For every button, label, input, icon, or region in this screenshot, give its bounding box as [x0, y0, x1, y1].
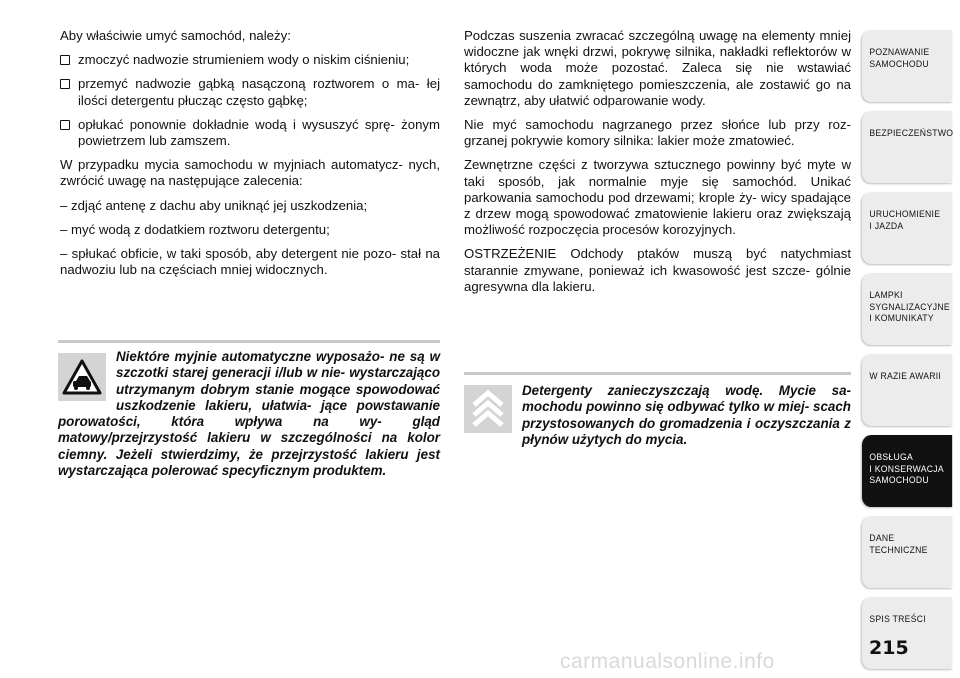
checkbox-bullet-icon: [60, 79, 70, 89]
tab-label-line: I KONSERWACJA: [869, 462, 944, 474]
note-divider: [464, 372, 851, 375]
chapter-tab[interactable]: [862, 516, 952, 588]
chapter-tabs: [862, 30, 960, 678]
tab-label-line: W RAZIE AWARII: [869, 370, 942, 381]
tab-label-line: SAMOCHODU: [869, 474, 929, 485]
tab-label-line: SPIS TREŚCI: [869, 613, 926, 624]
chapter-tab[interactable]: [862, 30, 952, 102]
paragraph: W przypadku mycia samochodu w myjniach automatycz- nych, zwrócić uwagę na następujące zalecenia:: [60, 157, 440, 189]
chapter-tab[interactable]: [862, 111, 952, 183]
tab-label-line: BEZPIECZEŃSTWO: [869, 127, 954, 138]
intro-text: Aby właściwie umyć samochód, należy:: [60, 28, 291, 43]
tab-label-line: LAMPKI: [869, 289, 903, 300]
tab-label-line: DANE: [869, 532, 895, 543]
paragraph: Zewnętrzne części z tworzywa sztucznego powinny być myte w taki sposób, jak normalnie myje się samochód. Unikać parkowania samochodu pod drzewami; krople ży- wicy spadające z drzew mogą spowodować zmatowienie lakieru oraz zwiększają możliwość rozpoczęcia procesów korozyjnych.: [464, 157, 851, 238]
environment-note: [464, 383, 851, 448]
tab-label-line: I KOMUNIKATY: [869, 312, 934, 323]
left-column: [60, 28, 440, 286]
watermark: carmanualsonline.info: [560, 650, 775, 673]
checkbox-bullet-icon: [60, 120, 70, 130]
warning-note-text: Niektóre myjnie automatyczne wyposażo- ne są w szczotki starej generacji i/lub w nie- wystarczająco utrzymanym dobrym stanie mogące spowodować uszkodzenie lakieru, ułatwia- jące powstawanie porowatości, która wpływa na wy- gląd matowy/przejrzystość lakieru w szczególności na kolor ciemny. Jeżeli stwierdzimy, że przejrzystość lakieru jest wystarczająca polerować specyficznym produktem.: [58, 349, 440, 479]
environment-chevrons-icon: [464, 385, 512, 433]
right-column: [464, 28, 851, 303]
paragraph: – zdjąć antenę z dachu aby uniknąć jej uszkodzenia;: [60, 197, 368, 213]
chapter-tab[interactable]: [862, 273, 952, 345]
bullet-text: przemyć nadwozie gąbką nasączoną roztworem o ma- łej ilości detergentu płucząc często gąbkę;: [78, 76, 440, 108]
warning-note: [58, 349, 440, 479]
paragraph: – myć wodą z dodatkiem roztworu detergentu;: [60, 221, 330, 237]
chapter-tab[interactable]: [862, 435, 952, 507]
note-divider: [58, 340, 440, 343]
checkbox-bullet-icon: [60, 55, 70, 65]
environment-note-text: Detergenty zanieczyszczają wodę. Mycie sa- mochodu powinno się odbywać tylko w miej- scach przystosowanych do gromadzenia i oczyszczania z płynów użytych do mycia.: [522, 383, 851, 447]
list-item: [60, 52, 440, 68]
paragraph: OSTRZEŻENIE Odchody ptaków muszą być natychmiast starannie zmywane, ponieważ ich kwasowość jest szcze- gólnie agresywna dla lakieru.: [464, 246, 851, 294]
chapter-tab[interactable]: [862, 354, 952, 426]
tab-label-line: SYGNALIZACYJNE: [869, 300, 950, 312]
tab-label-line: TECHNICZNE: [869, 543, 928, 555]
list-item: [60, 117, 440, 149]
paragraph: Podczas suszenia zwracać szczególną uwagę na elementy mniej widoczne jak wnęki drzwi, pokrywę silnika, nakładki reflektorów w których woda może pozostać. Zaleca się nie wstawiać samochodu do zamkniętego pomieszczenia, ale zostawić go na zewnątrz, aby ułatwić odparowanie wody.: [464, 28, 851, 108]
page-number: 215: [869, 637, 909, 659]
bullet-text: zmoczyć nadwozie strumieniem wody o niskim ciśnieniu;: [78, 52, 410, 68]
chapter-tab[interactable]: [862, 192, 952, 264]
car-wash-warning-icon: [58, 353, 106, 401]
tab-label-line: I JAZDA: [869, 219, 904, 231]
tab-label-line: URUCHOMIENIE: [869, 208, 941, 219]
bullet-text: opłukać ponownie dokładnie wodą i wysuszyć sprę- żonym powietrzem lub zamszem.: [78, 116, 440, 149]
paragraph: Nie myć samochodu nagrzanego przez słońce lub przy roz- grzanej pokrywie komory silnika: lakier może zmatowieć.: [464, 117, 851, 149]
paragraph: – spłukać obficie, w taki sposób, aby detergent nie pozo- stał na nadwoziu lub na częściach mniej widocznych.: [60, 246, 440, 278]
tab-label-line: POZNAWANIE: [869, 46, 930, 57]
list-item: [60, 76, 440, 108]
tab-label-line: SAMOCHODU: [869, 57, 929, 69]
tab-label-line: OBSŁUGA: [869, 451, 914, 462]
